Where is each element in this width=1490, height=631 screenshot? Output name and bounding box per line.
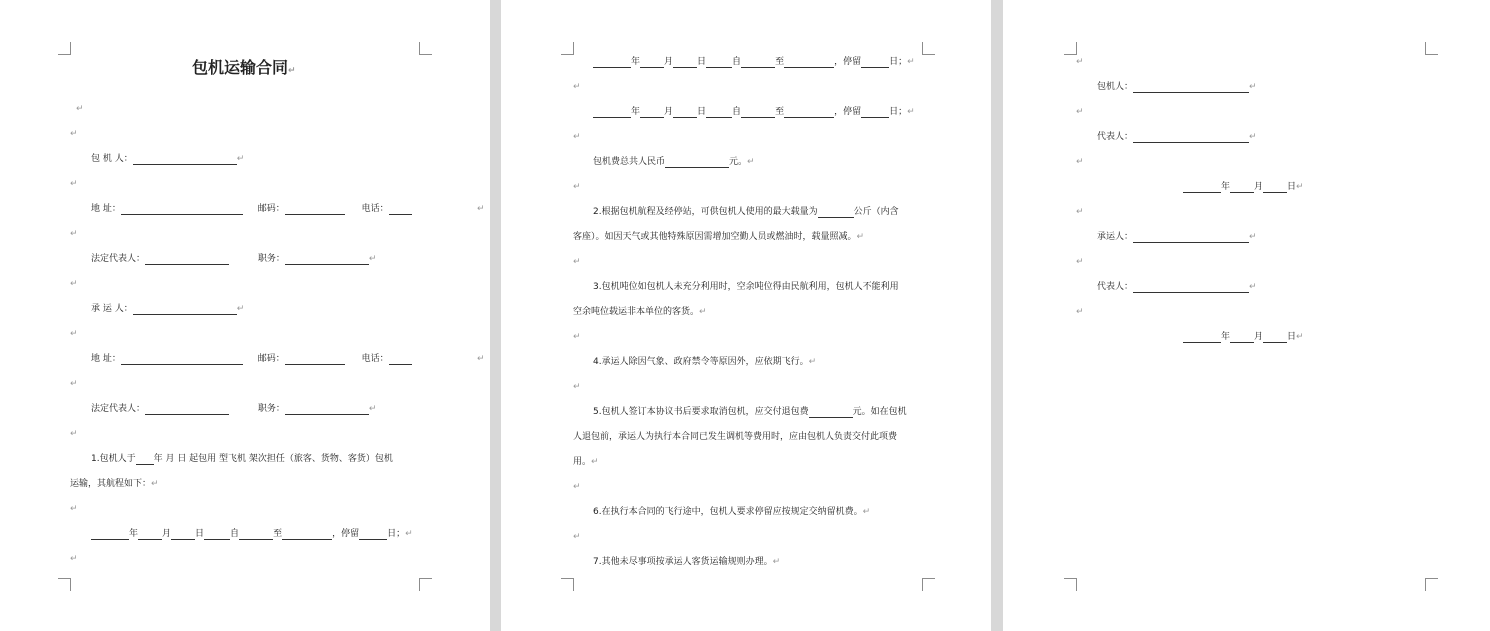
postcode-blank[interactable] <box>285 354 345 365</box>
empty-paragraph-mark: ↵ <box>573 182 581 192</box>
margin-corner-mark <box>1064 42 1077 55</box>
empty-paragraph-mark: ↵ <box>573 532 581 542</box>
route-line: 年 月 日 自 至 ，停留 日；↵ <box>593 56 915 68</box>
page-gap <box>490 0 501 631</box>
blank[interactable] <box>673 57 697 68</box>
clause-2-line-1: 2.根据包机航程及经停站，可供包机人使用的最大载量为 公斤（内含 <box>593 207 899 217</box>
blank[interactable] <box>706 57 732 68</box>
blank[interactable] <box>741 107 775 118</box>
blank[interactable] <box>673 107 697 118</box>
clause-3-line-2: 空余吨位载运非本单位的客货。↵ <box>573 307 707 317</box>
carrier-rep-line: 代表人： ↵ <box>1097 282 1257 292</box>
empty-paragraph-mark: ↵ <box>70 504 78 514</box>
legal-rep-blank[interactable] <box>145 254 229 265</box>
charterer-sign-line: 包机人： ↵ <box>1097 82 1257 92</box>
margin-corner-mark <box>1425 42 1438 55</box>
margin-corner-mark <box>58 578 71 591</box>
charterer-address-line: 地 址： 邮码： 电话： <box>91 203 412 215</box>
margin-corner-mark <box>58 42 71 55</box>
blank[interactable] <box>204 529 230 540</box>
document-page-1 <box>0 0 490 631</box>
empty-paragraph-mark: ↵ <box>1076 257 1084 267</box>
blank[interactable] <box>706 107 732 118</box>
carrier-sign-line: 承运人： ↵ <box>1097 232 1257 242</box>
phone-blank[interactable] <box>389 204 412 215</box>
margin-corner-mark <box>1064 578 1077 591</box>
route-line: 年 月 日 自 至 ，停留 日；↵ <box>91 528 413 540</box>
blank[interactable] <box>861 57 889 68</box>
clause-5-line-2: 人退包前，承运人为执行本合同已发生调机等费用时，应由包机人负责交付此项费 <box>573 432 898 442</box>
blank[interactable] <box>593 57 631 68</box>
empty-paragraph-mark: ↵ <box>70 554 78 564</box>
clause-3-line-1: 3.包机吨位如包机人未充分利用时，空余吨位得由民航利用，包机人不能利用 <box>593 282 899 292</box>
clause-1-line-1: 1.包机人于 年 月 日 起包用 型飞机 架次担任（旅客、货物、客货）包机 <box>91 454 393 464</box>
empty-paragraph-mark: ↵ <box>573 482 581 492</box>
empty-paragraph-mark: ↵ <box>573 82 581 92</box>
clause-6-line: 6.在执行本合同的飞行途中，包机人要求停留应按规定交纳留机费。↵ <box>593 507 871 517</box>
clause-7-line: 7.其他未尽事项按承运人客货运输规则办理。↵ <box>593 557 781 567</box>
address-blank[interactable] <box>121 204 243 215</box>
paragraph-mark: ↵ <box>477 354 485 364</box>
margin-corner-mark <box>419 42 432 55</box>
blank[interactable] <box>741 57 775 68</box>
margin-corner-mark <box>561 578 574 591</box>
route-line: 年 月 日 自 至 ，停留 日；↵ <box>593 106 915 118</box>
blank[interactable] <box>784 107 834 118</box>
carrier-line: 承 运 人： ↵ <box>91 304 245 314</box>
blank[interactable] <box>1230 332 1254 343</box>
fee-blank[interactable] <box>665 157 729 168</box>
legal-rep-line: 法定代表人： 职务： ↵ <box>91 254 377 264</box>
empty-paragraph-mark: ↵ <box>573 257 581 267</box>
charterer-blank[interactable] <box>133 154 237 165</box>
charterer-rep-line: 代表人： ↵ <box>1097 132 1257 142</box>
load-blank[interactable] <box>818 207 854 218</box>
clause-4-line: 4.承运人除因气象、政府禁令等原因外，应依期飞行。↵ <box>593 357 817 367</box>
blank[interactable] <box>239 529 273 540</box>
blank[interactable] <box>1230 182 1254 193</box>
empty-paragraph-mark: ↵ <box>76 104 84 114</box>
postcode-blank[interactable] <box>285 204 345 215</box>
document-page-3 <box>1003 0 1490 631</box>
empty-paragraph-mark: ↵ <box>1076 207 1084 217</box>
blank[interactable] <box>282 529 332 540</box>
empty-paragraph-mark: ↵ <box>1076 57 1084 67</box>
empty-paragraph-mark: ↵ <box>70 429 78 439</box>
position-blank[interactable] <box>285 404 369 415</box>
margin-corner-mark <box>419 578 432 591</box>
blank[interactable] <box>138 529 162 540</box>
phone-blank[interactable] <box>389 354 412 365</box>
signature-blank[interactable] <box>1133 132 1249 143</box>
empty-paragraph-mark: ↵ <box>573 132 581 142</box>
margin-corner-mark <box>561 42 574 55</box>
signature-blank[interactable] <box>1133 282 1249 293</box>
page-gap <box>991 0 1003 631</box>
clause-1-line-2: 运输，其航程如下：↵ <box>70 479 159 489</box>
carrier-date-line: 年 月 日↵ <box>1183 331 1304 343</box>
blank[interactable] <box>640 107 664 118</box>
empty-paragraph-mark: ↵ <box>1076 107 1084 117</box>
date-blank[interactable] <box>136 454 154 465</box>
margin-corner-mark <box>922 42 935 55</box>
carrier-address-line: 地 址： 邮码： 电话： <box>91 353 412 365</box>
blank[interactable] <box>1263 332 1287 343</box>
blank[interactable] <box>1183 182 1221 193</box>
empty-paragraph-mark: ↵ <box>70 279 78 289</box>
blank[interactable] <box>171 529 195 540</box>
document-title: 包机运输合同↵ <box>192 58 296 77</box>
blank[interactable] <box>784 57 834 68</box>
charter-fee-line: 包机费总共人民币 元。↵ <box>593 157 755 167</box>
margin-corner-mark <box>1425 578 1438 591</box>
margin-corner-mark <box>922 578 935 591</box>
clause-5-line-1: 5.包机人签订本协议书后要求取消包机，应交付退包费 元。如在包机 <box>593 407 907 417</box>
clause-2-line-2: 客座）。如因天气或其他特殊原因需增加空勤人员或燃油时，载量照减。↵ <box>573 232 865 242</box>
blank[interactable] <box>593 107 631 118</box>
legal-rep-line-2: 法定代表人： 职务： ↵ <box>91 404 377 414</box>
empty-paragraph-mark: ↵ <box>70 129 78 139</box>
empty-paragraph-mark: ↵ <box>1076 157 1084 167</box>
signature-blank[interactable] <box>1133 82 1249 93</box>
legal-rep-blank[interactable] <box>145 404 229 415</box>
blank[interactable] <box>640 57 664 68</box>
empty-paragraph-mark: ↵ <box>70 229 78 239</box>
empty-paragraph-mark: ↵ <box>70 379 78 389</box>
document-page-2 <box>501 0 991 631</box>
blank[interactable] <box>1263 182 1287 193</box>
signature-blank[interactable] <box>1133 232 1249 243</box>
empty-paragraph-mark: ↵ <box>70 179 78 189</box>
address-blank[interactable] <box>121 354 243 365</box>
empty-paragraph-mark: ↵ <box>573 382 581 392</box>
cancel-fee-blank[interactable] <box>809 407 853 418</box>
blank[interactable] <box>861 107 889 118</box>
charterer-line: 包 机 人： ↵ <box>91 154 245 164</box>
blank[interactable] <box>91 529 129 540</box>
empty-paragraph-mark: ↵ <box>70 329 78 339</box>
empty-paragraph-mark: ↵ <box>573 332 581 342</box>
empty-paragraph-mark: ↵ <box>1076 307 1084 317</box>
clause-5-line-3: 用。↵ <box>573 457 599 467</box>
charterer-date-line: 年 月 日↵ <box>1183 181 1304 193</box>
position-blank[interactable] <box>285 254 369 265</box>
paragraph-mark: ↵ <box>477 204 485 214</box>
blank[interactable] <box>359 529 387 540</box>
carrier-blank[interactable] <box>133 304 237 315</box>
blank[interactable] <box>1183 332 1221 343</box>
